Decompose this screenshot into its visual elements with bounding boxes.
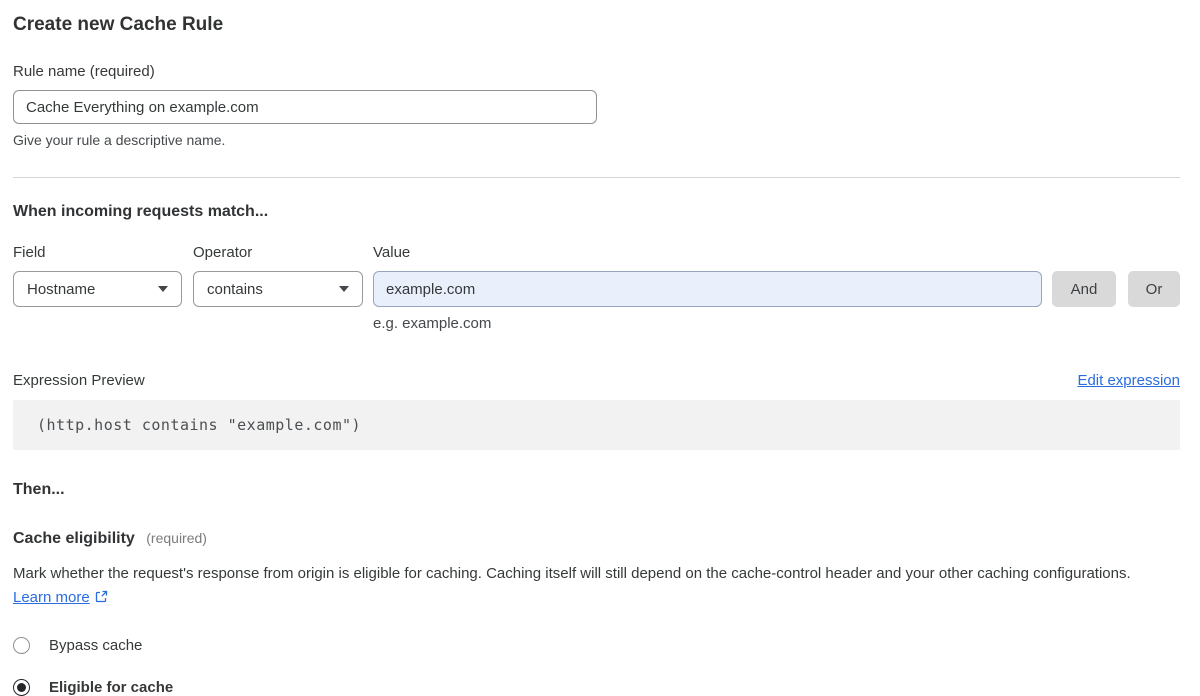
cache-eligibility-heading [13,530,1180,548]
field-column [13,244,182,332]
chevron-down-icon [339,286,349,292]
radio-icon [13,637,30,654]
radio-label: Bypass cache [49,637,143,654]
or-button[interactable]: Or [1128,271,1180,307]
external-link-icon [95,587,108,611]
rule-name-group [13,63,1180,148]
rule-name-helper: Give your rule a descriptive name. [13,132,226,148]
operator-select[interactable] [193,271,363,307]
expression-preview-label: Expression Preview [13,372,145,389]
rule-name-label: Rule name (required) [13,63,155,80]
expression-preview-header [13,372,1180,389]
field-select-value: Hostname [27,280,96,298]
match-section-heading: When incoming requests match... [13,203,269,220]
condition-logic-buttons [1052,244,1180,332]
field-label: Field [13,244,46,261]
value-column [373,244,1042,332]
value-label: Value [373,244,411,261]
radio-icon [13,679,30,696]
operator-column [193,244,363,332]
cache-eligibility-options [13,637,1180,696]
eligible-for-cache-radio[interactable] [13,679,1180,696]
radio-label: Eligible for cache [49,679,174,696]
operator-label: Operator [193,244,253,261]
section-divider [13,177,1180,178]
chevron-down-icon [158,286,168,292]
and-button[interactable]: And [1052,271,1116,307]
operator-select-value: contains [207,280,263,298]
description-text: Mark whether the request's response from origin is eligible for caching. Caching itself will still depend on the cache-control header and your other caching configurations. [13,565,1131,582]
edit-expression-link[interactable]: Edit expression [1077,372,1180,389]
value-helper: e.g. example.com [373,315,492,332]
page-title: Create new Cache Rule [13,14,224,35]
required-tag: (required) [146,530,207,546]
cache-eligibility-title: Cache eligibility [13,530,135,547]
cache-eligibility-description [13,562,1165,611]
bypass-cache-radio[interactable] [13,637,1180,654]
expression-preview-box [13,400,1180,450]
field-select[interactable] [13,271,182,307]
then-section-heading: Then... [13,481,65,498]
match-condition-row [13,244,1180,332]
learn-more-link[interactable]: Learn more [13,589,90,606]
rule-name-input[interactable] [13,90,597,124]
value-input[interactable] [373,271,1042,307]
expression-code: (http.host contains "example.com") [37,416,362,434]
